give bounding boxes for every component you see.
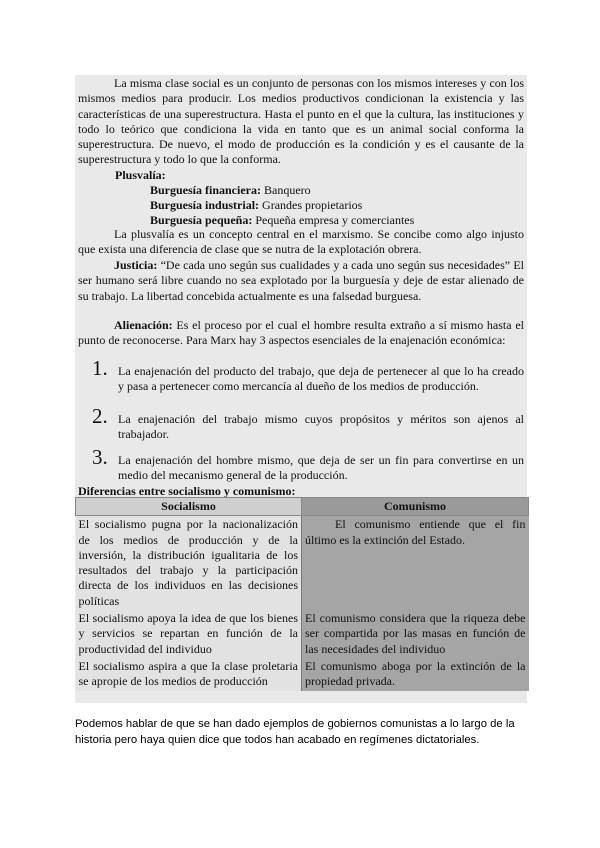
table-cell: El comunismo aboga por la extinción de la propiedad privada. (302, 658, 529, 691)
plusvalia-item: Burguesía industrial: Grandes propietarios (150, 198, 363, 212)
list-item (92, 404, 524, 443)
table-cell: El comunismo considera que la riqueza debe ser compartida por las masas en función de las necesidades del individuo (302, 610, 529, 658)
list-number: 1. (92, 356, 108, 380)
list-number: 3. (92, 445, 108, 469)
comparison-heading: Diferencias entre socialismo y comunismo: (78, 484, 296, 498)
list-item (92, 356, 524, 395)
justicia-paragraph: Justicia: “De cada uno según sus cualidades y a cada uno según sus necesidades” El ser humano será libre cuando no sea explotado por la burguesía y deje de estar alienado de su trabajo. La libertad concebida actualmente es una falsedad burguesa. (78, 258, 524, 303)
list-text: La enajenación del trabajo mismo cuyos propósitos y méritos son ajenos al trabajador. (118, 412, 524, 442)
column-header-socialismo: Socialismo (76, 498, 302, 516)
table-row (76, 516, 529, 610)
table-row (76, 610, 529, 658)
table-cell: El socialismo aspira a que la clase proletaria se apropie de los medios de producción (76, 658, 302, 691)
column-header-comunismo: Comunismo (302, 498, 529, 516)
table-cell: El socialismo apoya la idea de que los bienes y servicios se repartan en función de la productividad del individuo (76, 610, 302, 658)
alienacion-paragraph: Alienación: Es el proceso por el cual el hombre resulta extraño a sí mismo hasta el punto de reconocerse. Para Marx hay 3 aspectos esenciales de la enajenación económica: (78, 318, 524, 348)
list-text: La enajenación del hombre mismo, que deja de ser un fin para convertirse en un medio del mecanismo general de la producción. (118, 453, 524, 483)
table-cell: El comunismo entiende que el fin último es la extinción del Estado. (302, 516, 529, 610)
table-cell: El socialismo pugna por la nacionalización de los medios de producción y de la inversión, la distribución igualitaria de los resultados del trabajo y la participación directa de los individuos en las decisiones políticas (76, 516, 302, 610)
list-item (92, 445, 524, 484)
list-number: 2. (92, 404, 108, 428)
plusvalia-item: Burguesía pequeña: Pequeña empresa y comerciantes (150, 213, 415, 227)
plusvalia-heading: Plusvalía: (115, 168, 166, 182)
list-text: La enajenación del producto del trabajo, que deja de pertenecer al que lo ha creado y pasa a pertenecer como mercancía al dueño de los medios de producción. (118, 364, 524, 394)
table-row (76, 658, 529, 691)
plusvalia-paragraph: La plusvalía es un concepto central en el marxismo. Se concibe como algo injusto que exista una diferencia de clase que se nutra de la explotación obrera. (78, 227, 524, 257)
plusvalia-item: Burguesía financiera: Banquero (150, 183, 311, 197)
footer-paragraph: Podemos hablar de que se han dado ejemplos de gobiernos comunistas a lo largo de la historia pero haya quien dice que todos han acabado en regímenes dictatoriales. (75, 718, 515, 746)
intro-paragraph: La misma clase social es un conjunto de personas con los mismos intereses y con los mismos medios para producir. Los medios productivos condicionan la existencia y las características de una superestructura. Hasta el punto en el que la cultura, las instituciones y todo lo teórico que condiciona la vida en tanto que es un animal social conforma la superestructura. De nuevo, el modo de producción es la condición y es el causante de la superestructura y todo lo que la conforma. (78, 76, 524, 167)
comparison-table (75, 497, 529, 691)
